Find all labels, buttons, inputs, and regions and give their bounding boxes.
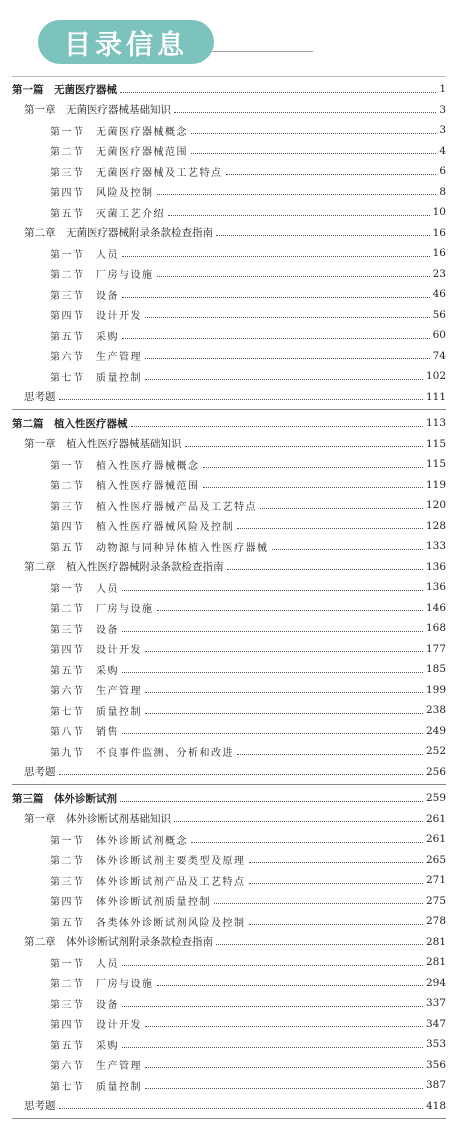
- dot-leader: [237, 528, 423, 529]
- dot-leader: [260, 508, 423, 509]
- dot-leader: [122, 1047, 423, 1048]
- toc-entry-chapter: [0, 224, 460, 242]
- toc-entry-page: 111: [425, 390, 446, 403]
- toc-entry-part: [0, 414, 460, 432]
- toc-entry-label: 第一节 无菌医疗器械概念: [50, 126, 188, 138]
- dot-leader: [145, 358, 430, 359]
- toc-entry-section: [0, 742, 460, 760]
- toc-entry-section: [0, 912, 460, 930]
- toc-entry-label: 第四节 设计开发: [50, 645, 142, 656]
- dot-leader: [122, 590, 423, 591]
- toc-entry-page: 271: [425, 874, 446, 886]
- dot-leader: [174, 112, 436, 113]
- toc-entry-label: 第二节 厂房与设施: [50, 979, 154, 990]
- toc-entry-label: 第四节 植入性医疗器械风险及控制: [50, 522, 234, 533]
- dot-leader: [185, 446, 423, 447]
- toc-entry-label: 第二节 厂房与设施: [50, 604, 154, 615]
- toc-entry-label: 第一节 人员: [50, 583, 119, 595]
- dot-leader: [59, 1108, 423, 1109]
- toc-entry-page: 278: [425, 915, 446, 927]
- toc-entry-section: [0, 1015, 460, 1033]
- toc-entry-label: 第六节 生产管理: [50, 686, 142, 697]
- toc-entry-chapter: [0, 435, 460, 453]
- toc-entry-label: 第三节 设备: [50, 624, 119, 636]
- toc-entry-label: 第三节 植入性医疗器械产品及工艺特点: [50, 501, 257, 513]
- toc-entry-label: 第五节 各类体外诊断试剂风险及控制: [50, 917, 246, 929]
- toc-entry-page: 168: [425, 622, 446, 634]
- toc-entry-label: 第九节 不良事件监测、分析和改进: [50, 747, 234, 759]
- dot-leader: [227, 569, 423, 570]
- dot-leader: [120, 801, 423, 802]
- toc-entry-label: 思考题: [24, 766, 56, 778]
- dot-leader: [122, 965, 423, 966]
- toc-entry-section: [0, 871, 460, 889]
- toc-entry-label: 思考题: [24, 1100, 56, 1112]
- dot-leader: [272, 549, 423, 550]
- dot-leader: [214, 903, 423, 904]
- toc-entry-page: 185: [425, 663, 446, 675]
- toc-entry-label: 第五节 采购: [50, 665, 119, 677]
- toc-entry-page: 252: [425, 745, 446, 757]
- toc-entry-page: 113: [425, 417, 446, 429]
- toc-entry-page: 265: [425, 853, 446, 866]
- toc-entry-page: 46: [432, 288, 446, 300]
- header: [0, 16, 460, 66]
- toc-entry-label: 第四节 体外诊断试剂质量控制: [50, 897, 211, 908]
- toc-entry-page: 136: [425, 560, 446, 573]
- toc-entry-page: 136: [425, 581, 446, 593]
- toc-entry-section: [0, 537, 460, 555]
- dot-leader: [120, 92, 436, 93]
- dot-leader: [174, 821, 423, 822]
- toc-entry-page: 281: [425, 935, 446, 948]
- toc-entry-label: 第三节 设备: [50, 999, 119, 1011]
- toc-entry-section: [0, 974, 460, 992]
- toc-entry-section: [0, 244, 460, 262]
- toc-entry-section: [0, 203, 460, 221]
- toc-entry-page: 259: [425, 792, 446, 804]
- toc-entry-label: 第六节 生产管理: [50, 352, 142, 363]
- toc-entry-label: 第二篇 植入性医疗器械: [12, 417, 128, 430]
- toc-entry-label: 第三节 设备: [50, 290, 119, 302]
- toc-entry-section: [0, 183, 460, 201]
- dot-leader: [203, 487, 423, 488]
- toc-entry-page: 275: [425, 894, 446, 907]
- toc-entry-label: 第一节 人员: [50, 249, 119, 261]
- toc-entry-label: 第二章 无菌医疗器械附录条款检查指南: [24, 227, 213, 239]
- dot-leader: [122, 1006, 423, 1007]
- toc-entry-label: 第五节 动物源与同种异体植入性医疗器械: [50, 542, 269, 554]
- toc-entry-label: 第五节 采购: [50, 331, 119, 343]
- toc-entry-page: 418: [425, 1099, 446, 1112]
- dot-leader: [122, 297, 430, 298]
- title-rule: [205, 51, 313, 52]
- dot-leader: [122, 338, 430, 339]
- toc-entry-page: 256: [425, 765, 446, 778]
- dot-leader: [122, 672, 423, 673]
- toc-entry-page: 261: [425, 812, 446, 825]
- toc-entry-label: 第一节 体外诊断试剂概念: [50, 835, 188, 847]
- toc-entry-section: [0, 830, 460, 848]
- toc-entry-section: [0, 851, 460, 869]
- toc-entry-section: [0, 953, 460, 971]
- toc-entry-page: 249: [425, 724, 446, 737]
- toc-entry-page: 261: [425, 833, 446, 845]
- dot-leader: [157, 194, 437, 195]
- toc-entry-label: 第七节 质量控制: [50, 706, 142, 718]
- toc-entry-page: 353: [425, 1038, 446, 1050]
- dot-leader: [216, 944, 423, 945]
- toc-entry-page: 337: [425, 997, 446, 1009]
- dot-leader: [249, 924, 423, 925]
- toc-entry-section: [0, 347, 460, 365]
- toc-entry-page: 177: [425, 642, 446, 655]
- toc-entry-label: 第二节 植入性医疗器械范围: [50, 481, 200, 492]
- section-divider: [12, 1118, 446, 1119]
- toc-entry-label: 第一章 体外诊断试剂基础知识: [24, 813, 171, 825]
- toc-entry-think: [0, 1097, 460, 1115]
- dot-leader: [59, 774, 423, 775]
- toc-entry-section: [0, 599, 460, 617]
- dot-leader: [145, 317, 430, 318]
- toc-entry-label: 第七节 质量控制: [50, 1081, 142, 1093]
- toc-entry-page: 356: [425, 1058, 446, 1071]
- toc-entry-page: 128: [425, 519, 446, 532]
- toc-entry-label: 第一章 植入性医疗器械基础知识: [24, 438, 182, 450]
- toc-entry-page: 8: [439, 185, 446, 198]
- toc-entry-page: 102: [425, 370, 446, 382]
- toc-entry-section: [0, 681, 460, 699]
- toc-entry-page: 119: [425, 478, 446, 491]
- toc-entry-page: 3: [439, 103, 446, 116]
- dot-leader: [249, 862, 423, 863]
- toc-entry-chapter: [0, 558, 460, 576]
- section-divider: [12, 784, 446, 785]
- dot-leader: [59, 399, 423, 400]
- toc-entry-label: 第二章 植入性医疗器械附录条款检查指南: [24, 561, 224, 573]
- toc-entry-page: 146: [425, 601, 446, 614]
- toc-entry-label: 第一篇 无菌医疗器械: [12, 83, 117, 96]
- toc-entry-part: [0, 789, 460, 807]
- toc-entry-label: 第三篇 体外诊断试剂: [12, 792, 117, 805]
- toc-entry-section: [0, 455, 460, 473]
- section-divider: [12, 409, 446, 410]
- toc-entry-label: 第八节 销售: [50, 727, 119, 738]
- toc-entry-chapter: [0, 810, 460, 828]
- toc-entry-page: 133: [425, 540, 446, 552]
- toc-entry-page: 115: [425, 437, 446, 450]
- toc-entry-label: 第五节 灭菌工艺介绍: [50, 208, 165, 220]
- toc-entry-section: [0, 722, 460, 740]
- toc-entry-label: 第二节 厂房与设施: [50, 270, 154, 281]
- toc-entry-page: 115: [425, 458, 446, 470]
- toc-entry-page: 74: [432, 349, 446, 362]
- toc-entry-page: 294: [425, 976, 446, 989]
- toc-entry-section: [0, 285, 460, 303]
- toc-entry-page: 23: [432, 267, 446, 280]
- toc-entry-label: 第一章 无菌医疗器械基础知识: [24, 104, 171, 116]
- toc-entry-label: 第四节 设计开发: [50, 1020, 142, 1031]
- toc-entry-section: [0, 640, 460, 658]
- toc-entry-page: 6: [439, 165, 446, 177]
- dot-leader: [131, 426, 423, 427]
- dot-leader: [191, 153, 436, 154]
- dot-leader: [145, 379, 423, 380]
- dot-leader: [145, 1067, 423, 1068]
- toc-entry-section: [0, 306, 460, 324]
- toc-entry-label: 第二节 体外诊断试剂主要类型及原理: [50, 856, 246, 867]
- dot-leader: [157, 985, 423, 986]
- toc-entry-label: 第二节 无菌医疗器械范围: [50, 147, 188, 158]
- toc-entry-section: [0, 660, 460, 678]
- dot-leader: [191, 842, 423, 843]
- top-divider: [12, 76, 446, 77]
- toc-entry-page: 4: [439, 144, 446, 157]
- toc-entry-page: 1: [439, 83, 446, 95]
- toc-entry-section: [0, 1035, 460, 1053]
- toc-entry-section: [0, 517, 460, 535]
- toc-entry-chapter: [0, 101, 460, 119]
- toc-entry-section: [0, 578, 460, 596]
- toc-entry-label: 第三节 体外诊断试剂产品及工艺特点: [50, 876, 246, 888]
- toc-entry-think: [0, 388, 460, 406]
- toc-entry-page: 10: [432, 206, 446, 218]
- toc-entry-page: 387: [425, 1079, 446, 1091]
- toc-entry-section: [0, 476, 460, 494]
- dot-leader: [226, 174, 437, 175]
- toc-entry-section: [0, 162, 460, 180]
- toc-entry-label: 第七节 质量控制: [50, 372, 142, 384]
- toc-entry-section: [0, 121, 460, 139]
- toc-entry-label: 第六节 生产管理: [50, 1061, 142, 1072]
- toc-entry-section: [0, 1076, 460, 1094]
- dot-leader: [145, 713, 423, 714]
- toc-entry-label: 第一节 人员: [50, 958, 119, 970]
- toc-entry-label: 第一节 植入性医疗器械概念: [50, 460, 200, 472]
- toc-entry-part: [0, 80, 460, 98]
- dot-leader: [145, 651, 423, 652]
- toc-entry-page: 16: [432, 226, 446, 239]
- toc-entry-label: 第四节 设计开发: [50, 311, 142, 322]
- dot-leader: [122, 631, 423, 632]
- toc-entry-page: 60: [432, 329, 446, 341]
- toc-entry-label: 第四节 风险及控制: [50, 188, 154, 199]
- toc-entry-section: [0, 496, 460, 514]
- toc-entry-section: [0, 142, 460, 160]
- dot-leader: [157, 276, 430, 277]
- dot-leader: [122, 256, 430, 257]
- page-title: 目录信息: [38, 20, 214, 64]
- toc-entry-page: 56: [432, 308, 446, 321]
- toc-entry-page: 238: [425, 704, 446, 716]
- toc-entry-page: 120: [425, 499, 446, 511]
- dot-leader: [216, 235, 430, 236]
- dot-leader: [237, 754, 423, 755]
- toc-entry-section: [0, 326, 460, 344]
- toc-entry-page: 16: [432, 247, 446, 259]
- dot-leader: [145, 692, 423, 693]
- toc-entry-section: [0, 1056, 460, 1074]
- dot-leader: [203, 467, 423, 468]
- toc-entry-chapter: [0, 933, 460, 951]
- toc-entry-section: [0, 619, 460, 637]
- toc-entry-label: 第五节 采购: [50, 1040, 119, 1052]
- toc-entry-section: [0, 367, 460, 385]
- toc-entry-page: 3: [439, 124, 446, 136]
- dot-leader: [157, 610, 423, 611]
- dot-leader: [145, 1026, 423, 1027]
- toc-entry-page: 199: [425, 683, 446, 696]
- dot-leader: [145, 1088, 423, 1089]
- dot-leader: [249, 883, 423, 884]
- dot-leader: [191, 133, 436, 134]
- toc-entry-label: 第二章 体外诊断试剂附录条款检查指南: [24, 936, 213, 948]
- toc-entry-section: [0, 701, 460, 719]
- dot-leader: [122, 733, 423, 734]
- dot-leader: [168, 215, 430, 216]
- toc-entry-label: 思考题: [24, 391, 56, 403]
- toc-entry-think: [0, 763, 460, 781]
- toc-entry-page: 347: [425, 1017, 446, 1030]
- toc-entry-label: 第三节 无菌医疗器械及工艺特点: [50, 167, 223, 179]
- toc-entry-section: [0, 892, 460, 910]
- toc-entry-page: 281: [425, 956, 446, 968]
- toc-entry-section: [0, 265, 460, 283]
- toc-entry-section: [0, 994, 460, 1012]
